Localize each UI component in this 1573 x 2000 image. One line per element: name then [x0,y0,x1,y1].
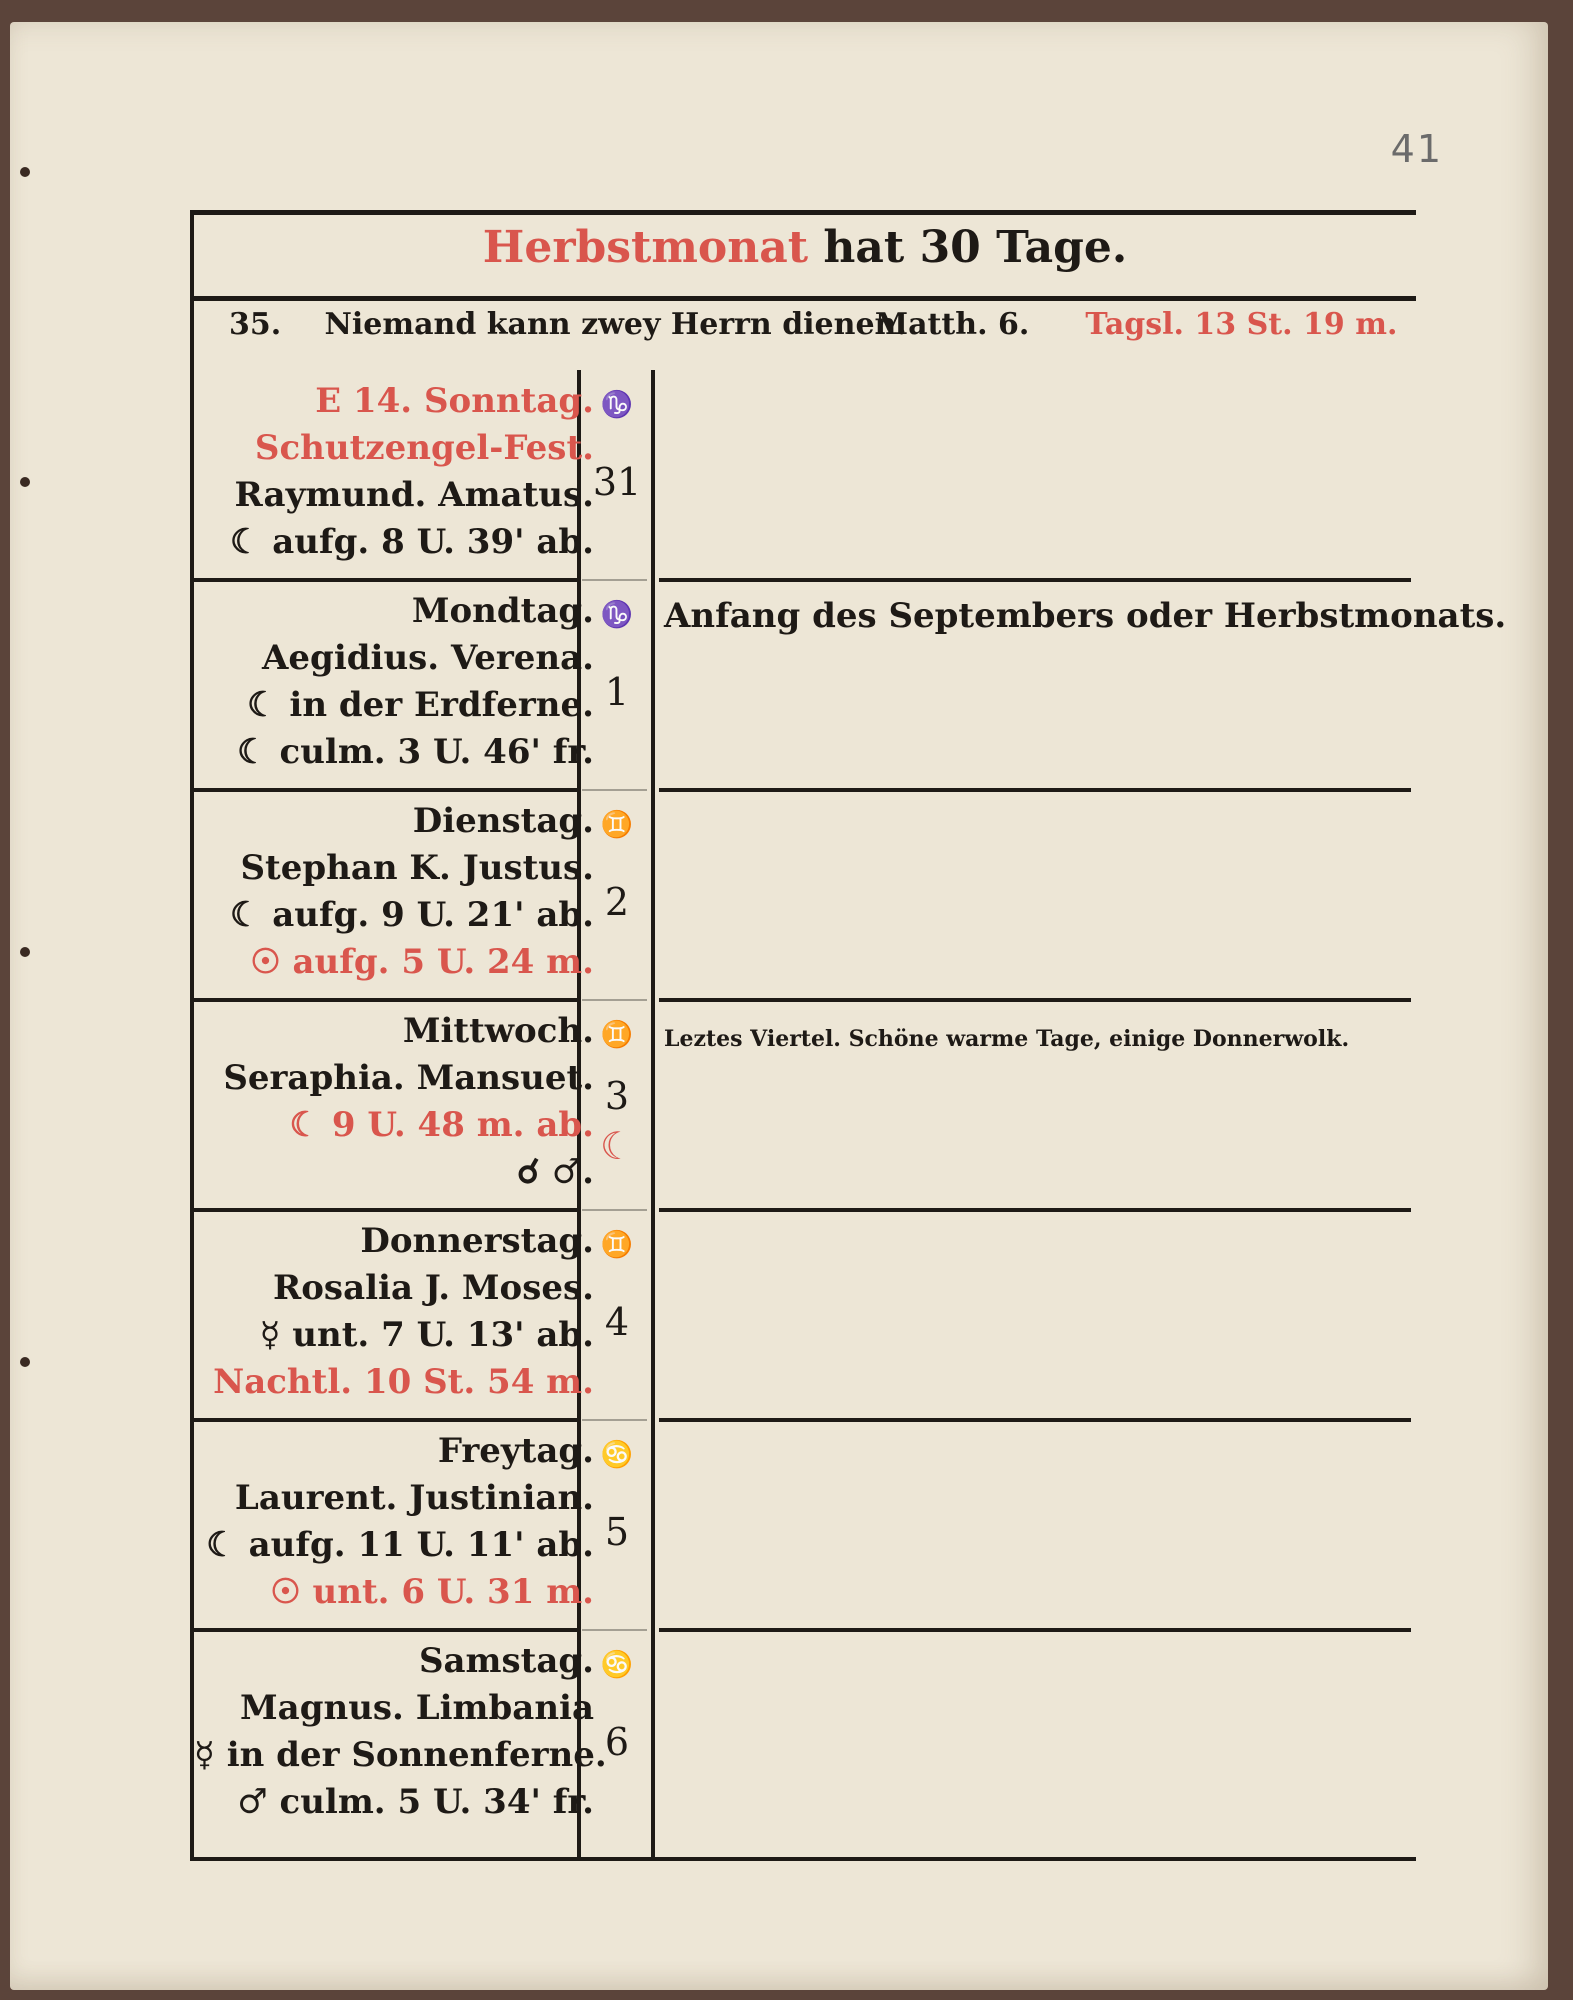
row-rule-thin [582,1209,647,1211]
day-entry-line: Samstag. [418,1641,594,1681]
row-rule [659,1208,1411,1212]
row-rule [194,578,577,582]
day-entry-line: ☾ aufg. 9 U. 21' ab. [229,895,594,935]
row-rule [194,1418,577,1422]
day-number: 2 [604,880,630,924]
binding-hole [20,167,30,177]
row-rule-thin [582,1629,647,1631]
title-rule [190,296,1416,301]
day-entry-line: Magnus. Limbania [240,1688,594,1728]
day-entry [194,588,594,776]
day-entry-line: Donnerstag. [360,1221,594,1261]
day-entry-line: ☿ unt. 7 U. 13' ab. [259,1315,594,1355]
day-entry [194,1428,594,1616]
day-entry-line: ☾ in der Erdferne. [247,685,594,725]
day-entry-line: Stephan K. Justus. [240,848,594,888]
day-entry-line: Raymund. Amatus. [234,475,594,515]
day-entry-line: Seraphia. Mansuet. [223,1058,594,1098]
day-entry-line: ☾ aufg. 11 U. 11' ab. [206,1525,594,1565]
zodiac-sign-icon: ♋ [600,1650,634,1680]
zodiac-sign-icon: ♊ [600,1230,634,1260]
almanac-page [10,22,1548,1990]
week-number: 35. [229,307,282,342]
day-entry-line: Nachtl. 10 St. 54 m. [213,1362,594,1402]
row-rule [194,1628,577,1632]
month-days: hat 30 Tage. [823,222,1128,273]
day-entry-line: Mittwoch. [402,1011,594,1051]
row-rule-thin [582,1419,647,1421]
zodiac-sign-icon: ♊ [600,810,634,840]
page-number: 41 [1390,127,1443,171]
zodiac-sign-icon: ♑ [600,600,634,630]
binding-hole [20,1357,30,1367]
day-entry-line: E 14. Sonntag. [315,381,594,421]
day-entry-line: ☾ 9 U. 48 m. ab. [289,1105,594,1145]
zodiac-sign-icon: ♑ [600,390,634,420]
row-rule [659,1418,1411,1422]
zodiac-sign-icon: ♊ [600,1020,634,1050]
day-entry [194,1008,594,1196]
row-rule [659,998,1411,1002]
day-entry-line: Laurent. Justinian. [234,1478,594,1518]
row-rule-thin [582,579,647,581]
day-entry-line: Dienstag. [412,801,594,841]
calendar-table [190,210,1507,1861]
weekly-motto: Niemand kann zwey Herrn dienen. [324,307,907,342]
day-number: 31 [592,460,642,504]
row-rule-thin [582,789,647,791]
row-rule [659,578,1411,582]
month-name: Herbstmonat [482,222,809,273]
day-entry-line: ☉ aufg. 5 U. 24 m. [250,942,594,982]
day-entry-line: Freytag. [437,1431,594,1471]
day-entry-line: Schutzengel-Fest. [254,428,594,468]
day-entry [194,1218,594,1406]
row-rule [194,998,577,1002]
row-rule [194,1208,577,1212]
day-number: 1 [604,670,630,714]
day-number: 4 [604,1300,630,1344]
bible-reference: Matth. 6. [874,307,1030,342]
week-header [229,307,1409,342]
row-rule-thin [582,999,647,1001]
day-note: Leztes Viertel. Schöne warme Tage, einige Donnerwolk. [664,1026,1350,1052]
day-note: Anfang des Septembers oder Herbstmonats. [664,596,1507,636]
day-entry-line: ☾ aufg. 8 U. 39' ab. [229,522,594,562]
day-entry [194,798,594,986]
day-entry-line: ☾ culm. 3 U. 46' fr. [237,732,594,772]
day-number: 6 [604,1720,630,1764]
day-entry-line: Mondtag. [411,591,594,631]
day-entry-line: ☿ in der Sonnenferne. [194,1735,607,1775]
day-entry-line: Rosalia J. Moses. [273,1268,594,1308]
day-entry-line: ☌ ♂. [517,1152,594,1192]
day-length: Tagsl. 13 St. 19 m. [1085,307,1398,342]
row-rule [194,788,577,792]
binding-hole [20,477,30,487]
day-number: 5 [604,1510,630,1554]
moon-phase-icon: ☾ [599,1124,635,1168]
day-entry-line: ☉ unt. 6 U. 31 m. [270,1572,594,1612]
day-entry-line: Aegidius. Verena. [262,638,594,678]
row-rule [659,1628,1411,1632]
day-entry [194,1638,607,1826]
month-title [194,222,1416,273]
day-entry [194,378,594,566]
top-rule [190,210,1416,215]
zodiac-sign-icon: ♋ [600,1440,634,1470]
day-number: 3 [604,1074,630,1118]
binding-hole [20,947,30,957]
day-entry-line: ♂ culm. 5 U. 34' fr. [237,1782,594,1822]
row-rule [659,788,1411,792]
